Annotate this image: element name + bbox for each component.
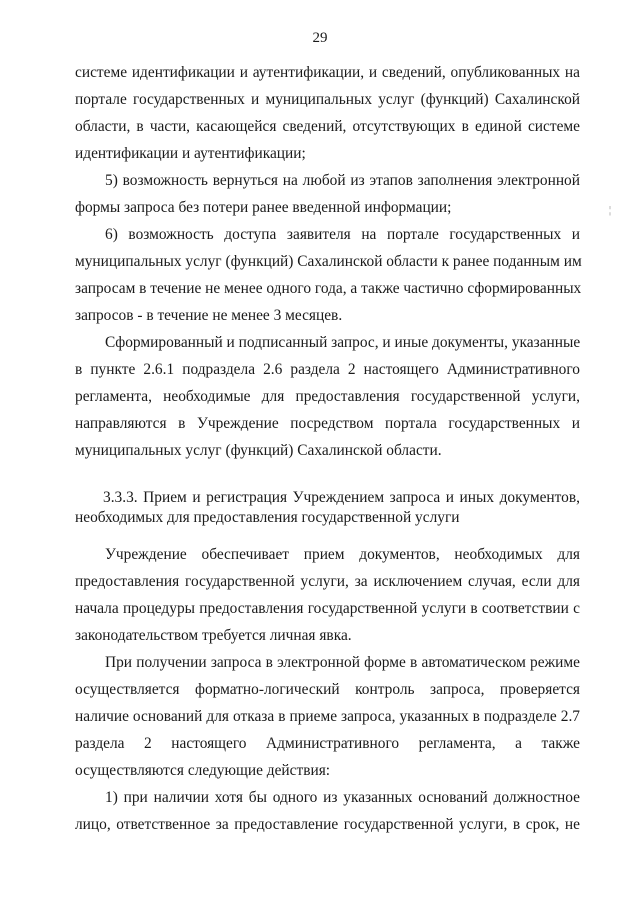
page-number: 29 <box>312 30 328 46</box>
section-heading: необходимых для предоставления государственной услуги <box>75 509 460 526</box>
text-line: Сформированный и подписанный запрос, и иные документы, указанные <box>105 334 581 351</box>
text-line: формы запроса без потери ранее введенной информации; <box>75 199 452 216</box>
text-line: осуществляется форматно-логический контроль запроса, проверяется <box>75 681 580 698</box>
text-line: 5) возможность вернуться на любой из этапов заполнения электронной <box>105 172 580 189</box>
text-line: предоставления государственной услуги, за исключением случая, если для <box>75 573 580 590</box>
margin-mark: ¦ <box>609 205 612 216</box>
text-line: области, в части, касающейся сведений, отсутствующих в единой системе <box>75 118 580 135</box>
text-line: 1) при наличии хотя бы одного из указанных оснований должностное <box>105 789 580 806</box>
text-line: раздела 2 настоящего Административного регламента, а также <box>75 735 580 752</box>
section-heading: 3.3.3. Прием и регистрация Учреждением запроса и иных документов, <box>103 489 580 506</box>
text-line: регламента, необходимые для предоставления государственной услуги, <box>75 388 580 405</box>
text-line: в пункте 2.6.1 подраздела 2.6 раздела 2 настоящего Административного <box>75 361 580 378</box>
text-line: запросов - в течение не менее 3 месяцев. <box>75 307 343 324</box>
text-line: При получении запроса в электронной форме в автоматическом режиме <box>105 654 580 671</box>
text-line: запросам в течение не менее одного года, а также частично сформированных <box>75 280 582 297</box>
text-line: 6) возможность доступа заявителя на портале государственных и <box>105 226 580 243</box>
text-line: идентификации и аутентификации; <box>75 145 306 162</box>
text-line: осуществляются следующие действия: <box>75 762 331 779</box>
text-line: начала процедуры предоставления государственной услуги в соответствии с <box>75 600 580 617</box>
text-line: Учреждение обеспечивает прием документов, необходимых для <box>105 546 580 563</box>
text-line: направляются в Учреждение посредством портала государственных и <box>75 415 580 432</box>
text-line: наличие оснований для отказа в приеме запроса, указанных в подразделе 2.7 <box>75 708 580 725</box>
text-line: муниципальных услуг (функций) Сахалинской области. <box>75 442 442 459</box>
text-line: системе идентификации и аутентификации, и сведений, опубликованных на <box>75 64 580 81</box>
text-line: законодательством требуется личная явка. <box>75 627 352 644</box>
text-line: портале государственных и муниципальных услуг (функций) Сахалинской <box>75 91 580 108</box>
text-line: муниципальных услуг (функций) Сахалинской области к ранее поданным им <box>75 253 582 270</box>
text-line: лицо, ответственное за предоставление государственной услуги, в срок, не <box>75 816 580 833</box>
